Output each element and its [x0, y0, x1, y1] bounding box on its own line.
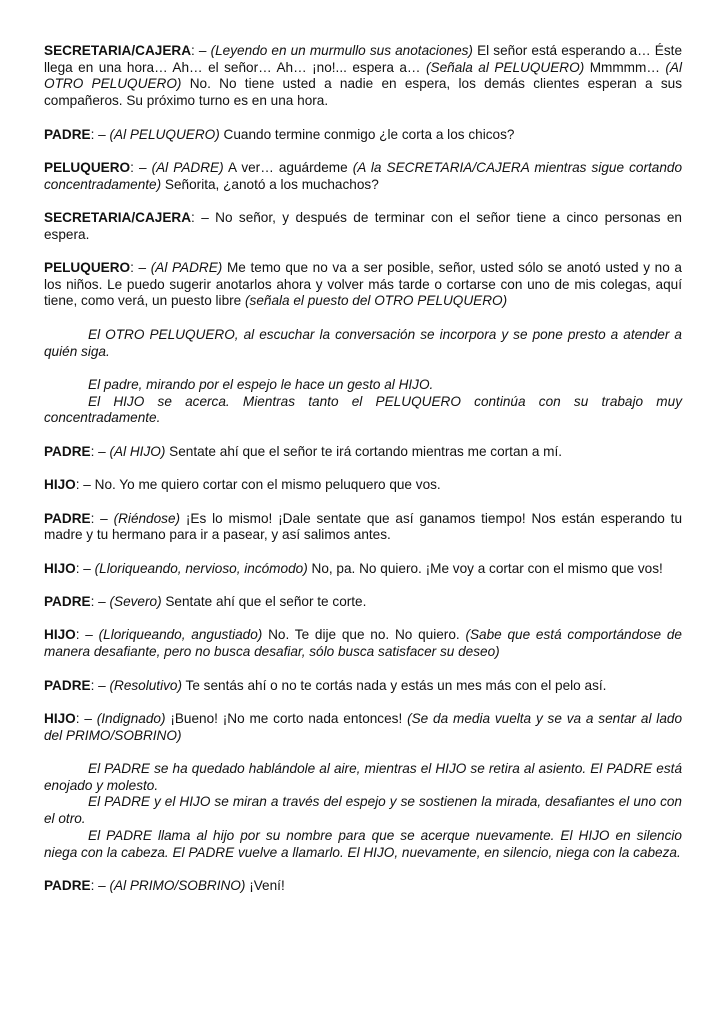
speech-text: A ver… aguárdeme: [223, 159, 353, 175]
speech-text: Me temo que no va a ser posible, señor, usted sólo se anotó usted y no a los niños. Le puedo sugerir anotarlos ahora y volver más tarde o cortarse con uno de mis colegas, aquí tiene, como verá, un puesto libre: [44, 260, 682, 309]
speech-text: Te sentás ahí o no te cortás nada y estás un mes más con el pelo así.: [182, 677, 607, 693]
speech-text: : –: [75, 627, 99, 643]
speech-text: : –: [75, 560, 95, 576]
stage-direction-inline: (señala el puesto del OTRO PELUQUERO): [245, 293, 508, 309]
stage-direction-inline: (Severo): [109, 594, 162, 610]
dialogue-line: [44, 127, 682, 144]
stage-direction-inline: (Lloriqueando, angustiado): [98, 627, 263, 643]
speaker-name: PADRE: [44, 594, 91, 610]
speech-text: ¡Bueno! ¡No me corto nada entonces!: [165, 710, 408, 726]
speech-text: : –: [90, 443, 110, 459]
dialogue-line: [44, 594, 682, 611]
speaker-name: HIJO: [44, 710, 76, 726]
stage-direction-inline: (Indignado): [96, 710, 166, 726]
dialogue-line: [44, 477, 682, 494]
speech-text: Mmmmm…: [584, 59, 666, 75]
speech-text: : –: [90, 510, 114, 526]
stage-direction-inline: (Al PADRE): [151, 159, 224, 175]
speech-text: : – No. Yo me quiero cortar con el mismo peluquero que vos.: [75, 477, 441, 493]
dialogue-line: [44, 444, 682, 461]
dialogue-line: [44, 210, 682, 243]
speech-text: Señorita, ¿anotó a los muchachos?: [161, 176, 379, 192]
speech-text: Cuando termine conmigo ¿le corta a los chicos?: [219, 126, 515, 142]
stage-direction-inline: (Al OTRO PELUQUERO): [44, 59, 682, 92]
speaker-name: HIJO: [44, 627, 76, 643]
stage-direction-inline: (Riéndose): [113, 510, 181, 526]
speech-text: : –: [90, 126, 110, 142]
speech-text: : –: [90, 677, 110, 693]
dialogue-line: [44, 511, 682, 544]
speaker-name: PELUQUERO: [44, 159, 131, 175]
speech-text: : –: [130, 260, 151, 276]
speaker-name: PELUQUERO: [44, 260, 131, 276]
dialogue-line: [44, 160, 682, 193]
speech-text: : –: [90, 594, 110, 610]
speaker-name: SECRETARIA/CAJERA: [44, 43, 192, 58]
speech-text: ¡Es lo mismo! ¡Dale sentate que así ganamos tiempo! Nos están esperando tu madre y tu hermano para ir a pasear, y así salimos antes.: [44, 510, 682, 543]
stage-direction-inline: (Resolutivo): [109, 677, 182, 693]
dialogue-line: [44, 561, 682, 578]
stage-direction: El PADRE llama al hijo por su nombre para que se acerque nuevamente. El HIJO en silencio niega con la cabeza. El PADRE vuelve a llamarlo. El HIJO, nuevamente, en silencio, niega con la cabeza.: [44, 827, 682, 860]
stage-direction-inline: (Al PELUQUERO): [109, 126, 220, 142]
stage-direction-inline: (Leyendo en un murmullo sus anotaciones): [210, 43, 473, 58]
speaker-name: PADRE: [44, 877, 91, 893]
dialogue-line: [44, 43, 682, 110]
speech-text: No, pa. No quiero. ¡Me voy a cortar con el mismo que vos!: [307, 560, 663, 576]
stage-direction-inline: (Se da media vuelta y se va a sentar al lado del PRIMO/SOBRINO): [44, 710, 683, 743]
stage-direction: El HIJO se acerca. Mientras tanto el PELUQUERO continúa con su trabajo muy concentradamente.: [44, 393, 682, 426]
dialogue-line: [44, 678, 682, 695]
stage-direction-inline: (Al HIJO): [109, 443, 166, 459]
dialogue-line: [44, 627, 682, 660]
stage-direction-inline: (Al PRIMO/SOBRINO): [109, 877, 246, 893]
stage-direction: El padre, mirando por el espejo le hace un gesto al HIJO.: [88, 376, 434, 392]
stage-direction-inline: (A la SECRETARIA/CAJERA mientras sigue cortando concentradamente): [44, 159, 683, 192]
stage-direction-inline: (Señala al PELUQUERO): [425, 59, 585, 75]
speaker-name: PADRE: [44, 677, 91, 693]
speech-text: No. No tiene usted a nadie en espera, los demás clientes esperan a sus compañeros. Su próximo turno es en una hora.: [44, 76, 682, 109]
speaker-name: SECRETARIA/CAJERA: [44, 209, 192, 225]
speaker-name: PADRE: [44, 443, 91, 459]
dialogue-line: [44, 878, 682, 895]
speaker-name: PADRE: [44, 126, 91, 142]
speech-text: Sentate ahí que el señor te corte.: [161, 594, 367, 610]
stage-direction: El OTRO PELUQUERO, al escuchar la conversación se incorpora y se pone presto a atender a quién siga.: [44, 326, 682, 359]
stage-direction: El PADRE se ha quedado hablándole al aire, mientras el HIJO se retira al asiento. El PADRE está enojado y molesto.: [44, 761, 682, 793]
speech-text: ¡Vení!: [245, 877, 285, 893]
script-page: [44, 43, 682, 911]
speech-text: : –: [75, 710, 97, 726]
dialogue-line: [44, 260, 682, 310]
speech-text: El señor está esperando a… Éste llega en una hora… Ah… el señor… Ah… ¡no!... espera a…: [44, 43, 683, 75]
speaker-name: HIJO: [44, 560, 76, 576]
speech-text: : –: [191, 43, 211, 58]
stage-direction-inline: (Sabe que está comportándose de manera desafiante, pero no busca desafiar, sólo busca satisfacer su deseo): [44, 627, 682, 660]
speaker-name: HIJO: [44, 477, 76, 493]
speech-text: : –: [130, 159, 152, 175]
speaker-name: PADRE: [44, 510, 91, 526]
speech-text: : – No señor, y después de terminar con el señor tiene a cinco personas en espera.: [44, 209, 682, 242]
speech-text: : –: [90, 877, 110, 893]
stage-direction-inline: (Lloriqueando, nervioso, incómodo): [94, 560, 308, 576]
dialogue-line: [44, 711, 682, 744]
speech-text: Sentate ahí que el señor te irá cortando mientras me cortan a mí.: [165, 443, 563, 459]
speech-text: No. Te dije que no. No quiero.: [262, 627, 466, 643]
stage-direction: El PADRE y el HIJO se miran a través del espejo y se sostienen la mirada, desafiantes el uno con el otro.: [44, 794, 682, 827]
stage-direction-inline: (Al PADRE): [150, 260, 223, 276]
